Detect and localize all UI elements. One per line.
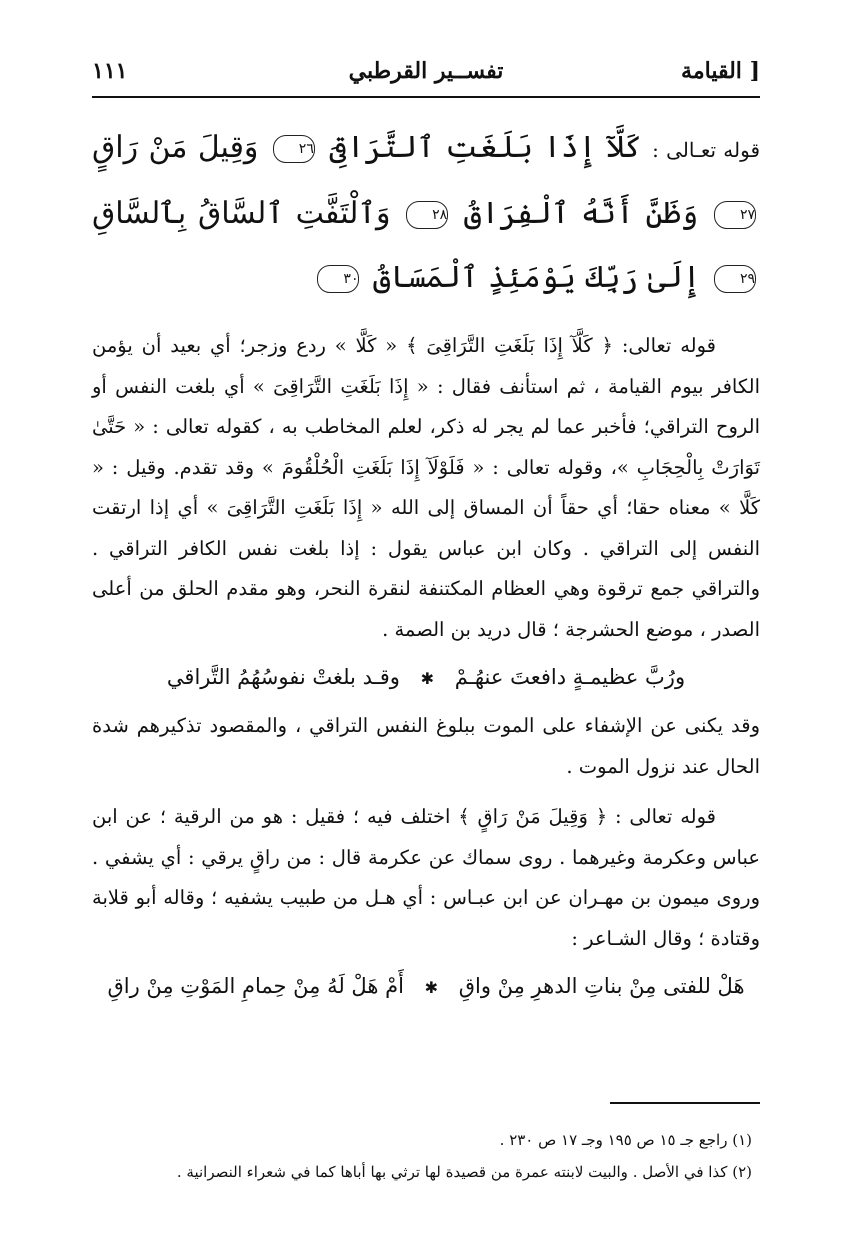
poem-verse (92, 963, 760, 1011)
poem-hemistich-second: وقـد بلغتْ نفوسُهُمُ التَّراقي (166, 665, 400, 689)
commentary-paragraph: قوله تعالى : ﴿ وَقِيلَ مَنْ رَاقٍ ﴾ اختلف فيه ؛ فقيل : هو من الرقية ؛ عن ابن عباس وعكرمة وغيرهما . روى سماك عن عكرمة قال : من راقٍ يرقي : أي يشفي . وروى ميمون بن مهـران عن ابن عبـاس : أي هـل من طبيب يشفيه ؛ وقاله أبو قلابة وقتادة ؛ وقال الشـاعر : (92, 805, 760, 950)
page-number: ١١١ (92, 58, 128, 84)
verse-text: إِلَىٰ رَبِّكَ يَوْمَئِذٍ ٱلْمَسَاقُ (373, 260, 701, 295)
ayah-number-marker: ٢٧ (714, 201, 756, 229)
verse-text: وَظَنَّ أَنَّهُ ٱلْفِرَاقُ (463, 196, 699, 231)
ayah-number-marker: ٢٨ (406, 201, 448, 229)
spacer (92, 787, 760, 797)
poem-hemistich-second: أَمْ هَلْ لَهُ مِنْ حِمامِ المَوْتِ مِنْ راقِ (107, 974, 404, 998)
verse-intro: قوله تعـالى : (652, 138, 761, 162)
star-separator-icon: ✱ (424, 978, 438, 997)
commentary-paragraph: قوله تعالى: ﴿ كَلَّآ إِذَا بَلَغَتِ التَّرَاقِىَ ﴾ « كَلَّا » ردع وزجر؛ أي بعيد أن يؤمن الكافر بيوم القيامة ، ثم استأنف فقال : « إِذَا بَلَغَتِ التَّرَاقِىَ » أي بلغت النفس أو الروح التراقي؛ فأخبر عما لم يجر له ذكر، لعلم المخاطب به ، كقوله تعالى : « حَتَّىٰ تَوَارَتْ بِالْحِجَابِ »، وقوله تعالى : « فَلَوْلَآ إِذَا بَلَغَتِ الْحُلْقُومَ » وقد تقدم. وقيل : « كَلَّا » معناه حقا؛ أي حقاً أن المساق إلى الله « إِذَا بَلَغَتِ التَّرَاقِىَ » أي إذا ارتقت النفس إلى التراقي . وكان ابن عباس يقول : إذا بلغت نفس الكافر التراقي . والتراقي جمع ترقوة وهي العظام المكتنفة لنقرة النحر، وهو مقدم الحلق من أعلى الصدر ، موضع الحشرجة ؛ قال دريد بن الصمة . (92, 334, 760, 641)
poem-hemistich-first: هَلْ للفتى مِنْ بناتِ الدهرِ مِنْ واقِ (458, 974, 745, 998)
book-title: تفســير القرطبي (348, 58, 504, 84)
ayah-number-marker: ٢٦ (273, 135, 315, 163)
poem-hemistich-first: ورُبَّ عظيمـةٍ دافعتَ عنهُـمْ (454, 665, 686, 689)
footnote: (٢) كذا في الأصل . والبيت لابنته عمرة من قصيدة لها ترثي بها أباها كما في شعراء النصرانية . (176, 1163, 752, 1181)
poem-verse (92, 654, 760, 702)
verse-text: وَقِيلَ مَنْ رَاقٍ (92, 130, 259, 165)
commentary-paragraph: وقد يكنى عن الإشفاء على الموت ببلوغ النفس التراقي ، والمقصود تذكيرهم شدة الحال عند نزول الموت . (92, 714, 760, 778)
page-header (92, 52, 760, 96)
footnote: (١) راجع جـ ١٥ ص ١٩٥ وجـ ١٧ ص ٢٣٠ . (499, 1131, 752, 1149)
ayah-number-marker: ٢٩ (714, 265, 756, 293)
surah-name: القيامة ] (681, 58, 760, 84)
verse-text: كَلَّآ إِذَا بَلَغَتِ ٱلتَّرَاقِىَ (329, 130, 642, 165)
star-separator-icon: ✱ (420, 669, 435, 688)
ayah-number-marker: ٣٠ (317, 265, 359, 293)
footnotes (92, 1124, 760, 1188)
quran-verse-block (92, 116, 760, 310)
header-rule (92, 96, 760, 98)
verse-text: وَٱلْتَفَّتِ ٱلسَّاقُ بِٱلسَّاقِ (92, 196, 391, 231)
footnote-rule (610, 1102, 760, 1104)
